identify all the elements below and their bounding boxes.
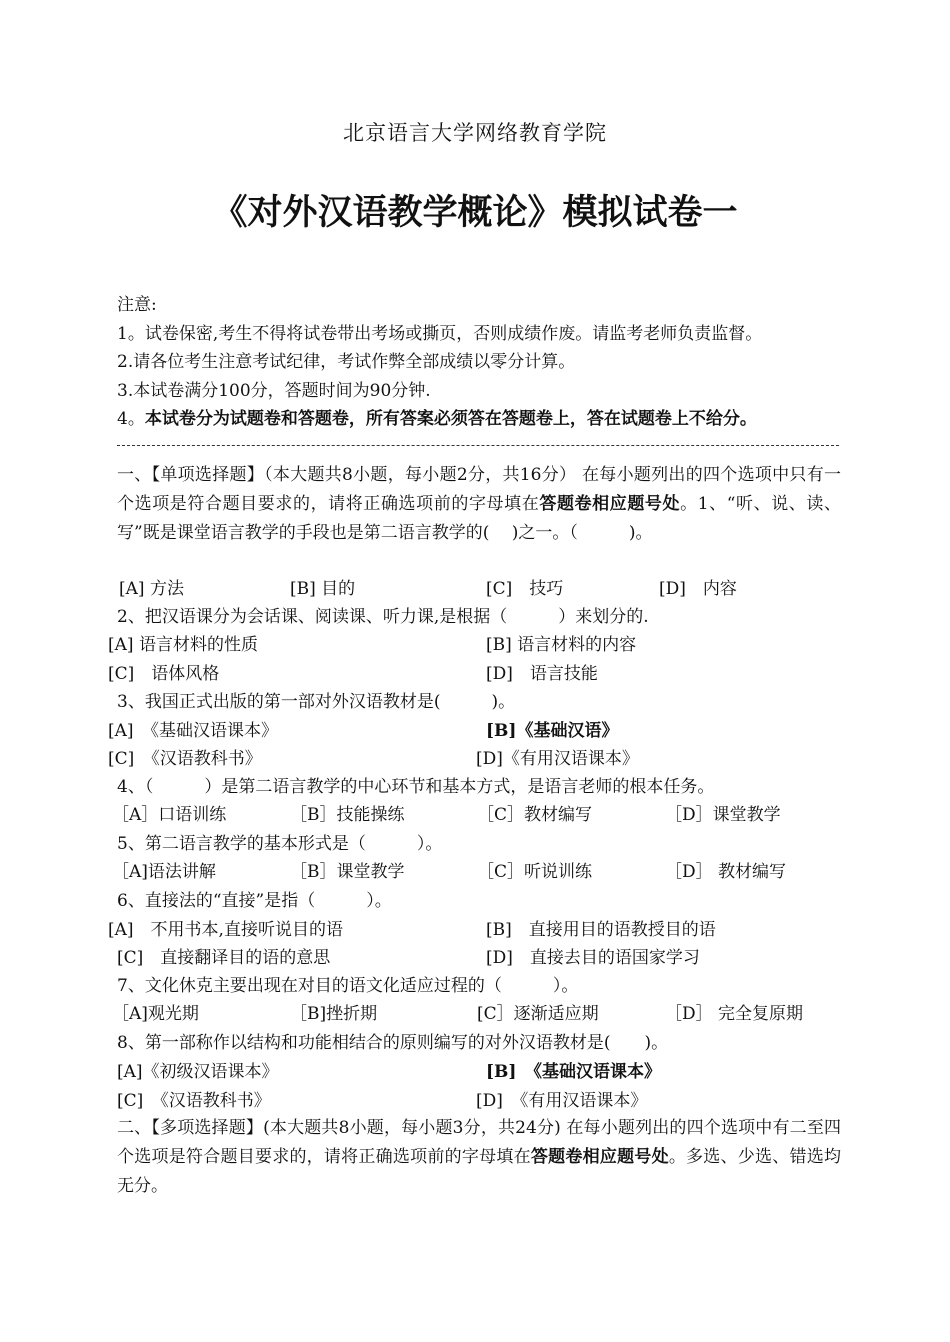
q1-option-a: [A] 方法 — [119, 579, 184, 599]
q3-option-c: [C] 《汉语教科书》 — [108, 749, 262, 769]
q5-option-a: ［A]语法讲解 — [112, 862, 216, 882]
q3-stem: 3、我国正式出版的第一部对外汉语教材是( )。 — [117, 692, 516, 712]
q6-stem: 6、直接法的“直接”是指（ ）。 — [117, 891, 392, 911]
notice-item-1: 1。试卷保密,考生不得将试卷带出考场或撕页，否则成绩作废。请监考老师负责监督。 — [117, 324, 763, 344]
q8-option-b: [B] 《基础汉语课本》 — [486, 1062, 661, 1082]
notice-item-2: 2.请各位考生注意考试纪律，考试作弊全部成绩以零分计算。 — [117, 352, 576, 372]
section1-instructions: （本大题共8小题，每小题2分，共16分） 在每小题列出的四个选项中只有一个选项是符合题目要求的，请将正确选项前的字母填在 — [117, 465, 842, 514]
notice-item-3: 3.本试卷满分100分，答题时间为90分钟. — [117, 381, 431, 401]
exam-title: 《对外汉语教学概论》模拟试卷一 — [212, 193, 738, 233]
section1-question-1-stem: 。1、“听、说、读、写”既是课堂语言教学的手段也是第二语言教学的( )之一。（ )。 — [117, 494, 842, 543]
q2-option-d: [D] 语言技能 — [486, 664, 598, 684]
dashed-divider — [117, 445, 839, 446]
q6-option-c: [C] 直接翻译目的语的意思 — [117, 948, 331, 968]
q7-stem: 7、文化休克主要出现在对目的语文化适应过程的（ ）。 — [117, 976, 579, 996]
q4-option-c: ［C］教材编写 — [477, 805, 593, 825]
q4-option-d: ［D］课堂教学 — [665, 805, 781, 825]
q4-stem: 4、（ ）是第二语言教学的中心环节和基本方式，是语言老师的根本任务。 — [117, 777, 715, 797]
section2-note: 。多选、少选、错选均无分。 — [117, 1147, 842, 1196]
notice-item-4 — [117, 405, 757, 434]
q3-option-d: [D]《有用汉语课本》 — [476, 749, 639, 769]
q2-option-c: [C] 语体风格 — [108, 664, 220, 684]
section2-header — [117, 1114, 841, 1201]
q3-option-a: [A] 《基础汉语课本》 — [108, 721, 279, 741]
q5-option-b: ［B］课堂教学 — [290, 862, 405, 882]
section2-instructions: (本大题共8小题，每小题3分，共24分) 在每小题列出的四个选项中有二至四个选项是符合题目要求的，请将正确选项前的字母填在 — [117, 1118, 842, 1167]
notice-item-4-number: 4。 — [117, 409, 145, 429]
q7-option-c: [C］逐渐适应期 — [477, 1004, 599, 1024]
q8-stem: 8、第一部称作以结构和功能相结合的原则编写的对外汉语教材是( )。 — [117, 1033, 669, 1053]
q8-option-d: [D] 《有用汉语课本》 — [476, 1091, 648, 1111]
q4-option-b: ［B］技能操练 — [290, 805, 405, 825]
q8-option-a: [A]《初级汉语课本》 — [117, 1062, 279, 1082]
section2-answer-location: 答题卷相应题号处 — [530, 1147, 669, 1167]
q7-option-d: ［D］ 完全复原期 — [665, 1004, 804, 1024]
school-name: 北京语言大学网络教育学院 — [343, 121, 607, 145]
notice-item-4-text: 本试卷分为试题卷和答题卷，所有答案必须答在答题卷上，答在试题卷上不给分。 — [144, 409, 757, 429]
q2-option-b: [B] 语言材料的内容 — [486, 635, 637, 655]
q6-option-d: [D] 直接去目的语国家学习 — [486, 948, 700, 968]
q5-option-d: ［D］ 教材编写 — [665, 862, 787, 882]
q3-option-b: [B]《基础汉语》 — [486, 721, 619, 741]
q5-stem: 5、第二语言教学的基本形式是（ ）。 — [117, 834, 443, 854]
q7-option-a: ［A]观光期 — [112, 1004, 199, 1024]
q5-option-c: ［C］听说训练 — [477, 862, 593, 882]
q8-option-c: [C] 《汉语教科书》 — [117, 1091, 271, 1111]
section1-title: 一、【单项选择题】 — [117, 465, 265, 485]
section2-title: 二、【多项选择题】 — [117, 1118, 264, 1138]
q1-option-c: [C] 技巧 — [486, 579, 564, 599]
section1-answer-location: 答题卷相应题号处 — [539, 494, 681, 514]
q7-option-b: ［B]挫折期 — [290, 1004, 378, 1024]
q2-option-a: [A] 语言材料的性质 — [108, 635, 258, 655]
notice-label: 注意: — [117, 295, 157, 315]
section1-header — [117, 461, 841, 548]
q6-option-b: [B] 直接用目的语教授目的语 — [486, 920, 716, 940]
q6-option-a: [A] 不用书本,直接听说目的语 — [108, 920, 343, 940]
q1-option-b: [B] 目的 — [290, 579, 356, 599]
q4-option-a: ［A］口语训练 — [112, 805, 227, 825]
q1-option-d: [D] 内容 — [659, 579, 737, 599]
q2-stem: 2、把汉语课分为会话课、阅读课、听力课,是根据（ ）来划分的. — [117, 607, 649, 627]
